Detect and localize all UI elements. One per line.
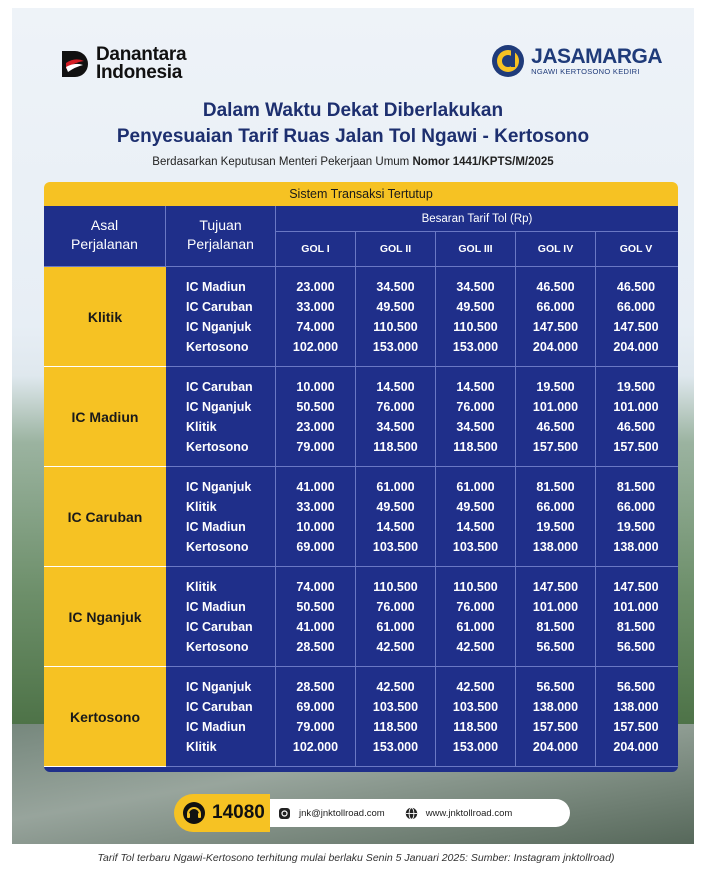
tariff-cell: 23.000 [296,420,335,434]
tariff-column-gol-4 [516,267,596,367]
destination-cell: Klitik [186,740,217,754]
origin-label: IC Caruban [44,467,166,567]
tariff-cell: 10.000 [296,520,335,534]
tariff-cell: 66.000 [536,500,575,514]
header-asal [44,206,166,266]
destination-cell: Klitik [186,500,217,514]
tariff-cell: 103.500 [452,700,499,714]
tariff-cell: 41.000 [296,620,335,634]
tariff-column-gol-5 [596,567,676,667]
tariff-cell: 153.000 [452,740,499,754]
destination-cell: IC Caruban [186,700,253,714]
tariff-cell: 153.000 [372,740,419,754]
destination-cell: IC Madiun [186,280,246,294]
tariff-cell: 33.000 [296,500,335,514]
tariff-cell: 76.000 [456,400,495,414]
origin-label: Kertosono [44,667,166,767]
tariff-cell: 66.000 [536,300,575,314]
tariff-cell: 110.500 [453,320,498,334]
destination-cell: IC Caruban [186,620,253,634]
tariff-cell: 69.000 [296,700,335,714]
tariff-cell: 19.500 [616,520,656,534]
header-asal-line2: Perjalanan [71,236,138,252]
tariff-cell: 157.500 [532,440,579,454]
header-tujuan [166,206,276,266]
tariff-cell: 110.500 [453,580,498,594]
origin-label: IC Madiun [44,367,166,467]
tariff-cell: 56.500 [536,640,575,654]
destination-cell: Kertosono [186,540,249,554]
jasamarga-name: JASAMARGA [531,44,662,68]
tariff-cell: 19.500 [536,380,575,394]
tariff-cell: 10.000 [296,380,335,394]
tariff-cell: 204.000 [613,740,659,754]
tariff-cell: 19.500 [616,380,656,394]
tariff-cell: 81.500 [536,620,575,634]
destination-cell: Kertosono [186,440,249,454]
header-gol-2: GOL II [356,232,436,266]
tariff-cell: 56.500 [536,680,575,694]
tariff-cell: 147.500 [613,580,659,594]
danantara-brand [60,46,186,82]
origin-group [44,267,678,367]
tariff-cell: 157.500 [613,440,659,454]
tariff-cell: 204.000 [613,340,659,354]
header-gol-1: GOL I [276,232,356,266]
tariff-column-gol-2 [356,667,436,767]
destination-cell: IC Madiun [186,600,246,614]
tariff-cell: 103.500 [452,540,499,554]
destination-cell: IC Madiun [186,520,246,534]
tariff-column-gol-1 [276,667,356,767]
website-link[interactable]: www.jnktollroad.com [425,807,513,819]
tariff-cell: 34.500 [376,280,415,294]
phone-pill[interactable] [174,794,270,832]
headline-line1: Dalam Waktu Dekat Diberlakukan [202,100,504,121]
tariff-cell: 19.500 [536,520,575,534]
header-besaran: Besaran Tarif Tol (Rp) [276,206,678,232]
tariff-cell: 103.500 [372,540,419,554]
group-divider [166,766,678,767]
tariff-cell: 28.500 [296,680,335,694]
danantara-logo-icon [60,49,90,79]
tariff-cell: 138.000 [532,540,579,554]
tariff-cell: 118.500 [453,720,498,734]
header-gol-3: GOL III [436,232,516,266]
tariff-cell: 41.000 [296,480,335,494]
jasamarga-subtitle: NGAWI KERTOSONO KEDIRI [531,66,640,76]
tariff-cell: 147.500 [532,320,579,334]
tariff-column-gol-3 [436,267,516,367]
tariff-cell: 34.500 [456,280,495,294]
tariff-cell: 153.000 [372,340,419,354]
tariff-cell: 61.000 [376,620,415,634]
tariff-column-gol-4 [516,467,596,567]
headline-line2: Penyesuaian Tarif Ruas Jalan Tol Ngawi - Kertosono [116,126,590,147]
tariff-cell: 42.500 [376,680,415,694]
tariff-cell: 74.000 [296,580,335,594]
destination-cell: IC Nganjuk [186,320,252,334]
tariff-cell: 118.500 [453,440,498,454]
origin-label: Klitik [44,267,166,367]
tariff-cell: 14.500 [456,520,495,534]
tariff-cell: 204.000 [532,340,579,354]
tariff-column-gol-1 [276,567,356,667]
tariff-column-gol-2 [356,267,436,367]
tariff-column-gol-4 [516,567,596,667]
tariff-cell: 66.000 [616,500,656,514]
origin-group [44,467,678,567]
tariff-column-gol-5 [596,667,676,767]
tariff-cell: 61.000 [376,480,415,494]
destination-cell: IC Caruban [186,300,253,314]
tariff-cell: 34.500 [376,420,415,434]
tariff-cell: 28.500 [296,640,335,654]
tariff-column-gol-1 [276,367,356,467]
tariff-cell: 46.500 [616,420,656,434]
tariff-cell: 46.500 [536,420,575,434]
tariff-cell: 46.500 [536,280,575,294]
call-center-icon [182,801,206,825]
tariff-cell: 76.000 [456,600,495,614]
tariff-column-gol-1 [276,467,356,567]
tariff-cell: 101.000 [532,400,579,414]
tariff-cell: 138.000 [532,700,579,714]
tariff-column-gol-4 [516,367,596,467]
tariff-column-gol-3 [436,567,516,667]
tariff-column-gol-2 [356,367,436,467]
tariff-cell: 56.500 [616,640,656,654]
tariff-cell: 61.000 [456,620,495,634]
origin-group [44,667,678,767]
tariff-column-gol-2 [356,567,436,667]
destination-column [166,367,276,467]
instagram-icon[interactable] [278,807,291,820]
tariff-cell: 79.000 [296,720,335,734]
tariff-cell: 42.500 [456,640,495,654]
tariff-cell: 157.500 [532,720,579,734]
tariff-column-gol-5 [596,467,676,567]
destination-cell: Klitik [186,580,217,594]
tariff-cell: 42.500 [456,680,495,694]
tariff-cell: 50.500 [296,400,335,414]
tariff-cell: 61.000 [456,480,495,494]
poster [12,8,694,844]
contact-footer [174,794,570,832]
destination-cell: Kertosono [186,640,249,654]
destination-cell: Klitik [186,420,217,434]
jasamarga-logo-icon [491,44,525,78]
tariff-cell: 110.500 [373,580,418,594]
tariff-cell: 81.500 [536,480,575,494]
tariff-cell: 50.500 [296,600,335,614]
tariff-cell: 34.500 [456,420,495,434]
tariff-cell: 33.000 [296,300,335,314]
decree-number: Nomor 1441/KPTS/M/2025 [412,156,554,168]
tariff-cell: 76.000 [376,600,415,614]
tariff-column-gol-3 [436,367,516,467]
tariff-cell: 42.500 [376,640,415,654]
tariff-column-gol-4 [516,667,596,767]
destination-cell: Kertosono [186,340,249,354]
header-asal-line1: Asal [90,217,119,233]
danantara-line2: Indonesia [96,62,182,83]
header-gol-5: GOL V [619,243,653,255]
tariff-cell: 101.000 [613,400,659,414]
destination-cell: IC Nganjuk [186,480,252,494]
destination-cell: IC Madiun [186,720,246,734]
image-caption: Tarif Tol terbaru Ngawi-Kertosono terhitung mulai berlaku Senin 5 Januari 2025: Sumber: Instagram jnktollroad) [97,852,615,864]
destination-column [166,267,276,367]
header-tujuan-line2: Perjalanan [187,236,254,252]
tariff-cell: 69.000 [296,540,335,554]
destination-cell: IC Nganjuk [186,680,252,694]
tariff-cell: 101.000 [532,600,579,614]
tariff-cell: 157.500 [613,720,659,734]
tariff-cell: 81.500 [616,620,656,634]
tariff-cell: 147.500 [532,580,579,594]
header-gol-4: GOL IV [516,232,596,266]
tariff-cell: 14.500 [456,380,495,394]
origin-group [44,567,678,667]
tariff-cell: 153.000 [452,340,499,354]
tariff-column-gol-3 [436,467,516,567]
jasamarga-brand [491,44,662,78]
tariff-cell: 14.500 [376,380,415,394]
tariff-column-gol-3 [436,667,516,767]
system-label: Sistem Transaksi Tertutup [44,182,678,206]
tariff-cell: 49.500 [456,300,495,314]
tariff-cell: 138.000 [613,540,659,554]
tariff-cell: 79.000 [296,440,335,454]
tariff-cell: 110.500 [373,320,418,334]
tariff-cell: 49.500 [456,500,495,514]
origin-group [44,367,678,467]
tariff-cell: 102.000 [292,340,339,354]
tariff-cell: 118.500 [373,720,418,734]
tariff-cell: 56.500 [616,680,656,694]
phone-number: 14080 [212,802,265,823]
decree-line [12,156,694,168]
destination-column [166,667,276,767]
destination-column [166,467,276,567]
destination-cell: IC Caruban [186,380,253,394]
tariff-cell: 102.000 [292,740,339,754]
tariff-cell: 49.500 [376,500,415,514]
tariff-cell: 46.500 [616,280,656,294]
header-tujuan-line1: Tujuan [199,217,242,233]
contact-pill [270,799,570,827]
tariff-column-gol-5 [596,367,676,467]
email-link[interactable]: jnk@jnktollroad.com [299,807,385,819]
danantara-line1: Danantara [96,44,187,65]
tariff-cell: 103.500 [372,700,419,714]
tariff-cell: 49.500 [376,300,415,314]
tariff-table [44,206,678,772]
destination-cell: IC Nganjuk [186,400,252,414]
destination-column [166,567,276,667]
tariff-column-gol-5 [596,267,676,367]
origin-label: IC Nganjuk [44,567,166,667]
tariff-cell: 101.000 [613,600,659,614]
tariff-cell: 74.000 [296,320,335,334]
tariff-cell: 138.000 [613,700,659,714]
tariff-cell: 66.000 [616,300,656,314]
tariff-cell: 147.500 [613,320,659,334]
tariff-column-gol-2 [356,467,436,567]
tariff-cell: 14.500 [376,520,415,534]
tariff-cell: 118.500 [373,440,418,454]
decree-prefix: Berdasarkan Keputusan Menteri Pekerjaan Umum [152,156,413,168]
tariff-cell: 81.500 [616,480,656,494]
tariff-cell: 23.000 [296,280,335,294]
tariff-column-gol-1 [276,267,356,367]
globe-icon[interactable] [405,807,418,820]
tariff-cell: 76.000 [376,400,415,414]
tariff-cell: 204.000 [532,740,579,754]
